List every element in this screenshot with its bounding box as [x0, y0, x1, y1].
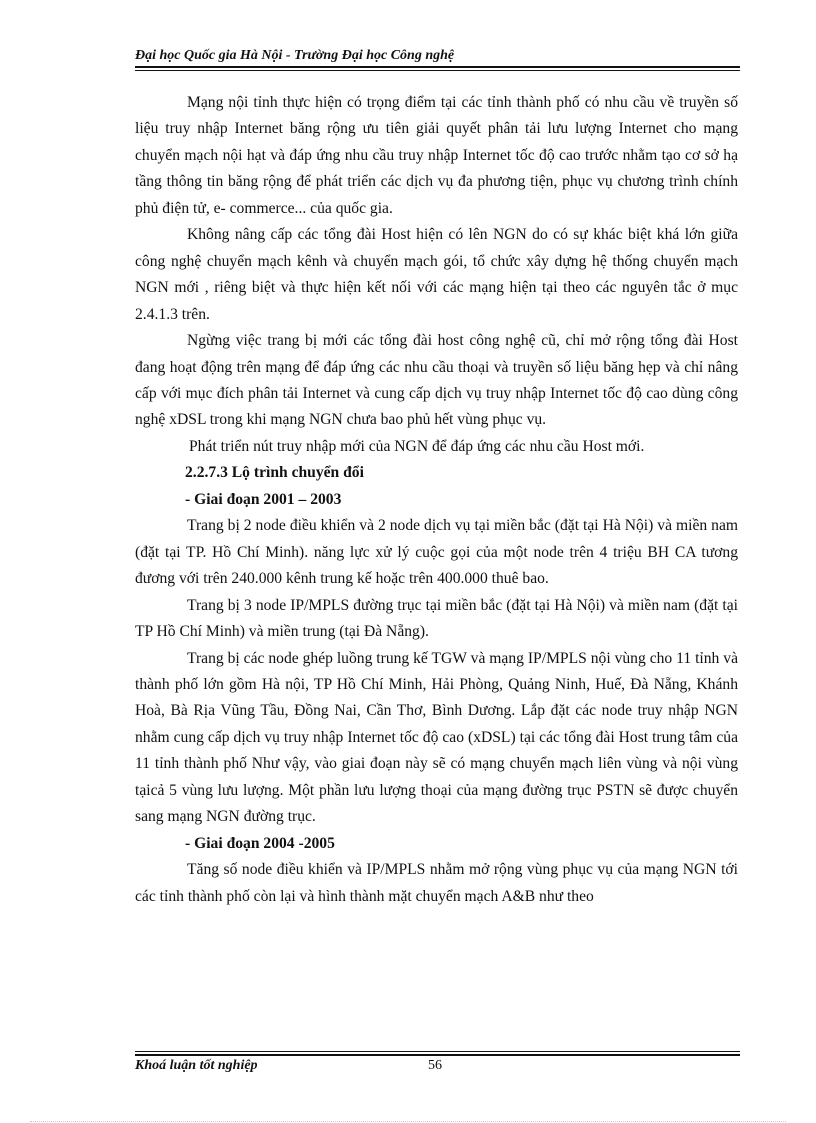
footer-rule-thin: [135, 1051, 740, 1052]
paragraph: Trang bị 2 node điều khiển và 2 node dịch vụ tại miền bắc (đặt tại Hà Nội) và miền nam (đặt tại TP. Hồ Chí Minh). năng lực xử lý cuộc gọi của một node trên 4 triệu BH CA tương đương với trên 240.000 kênh trung kế hoặc trên 400.000 thuê bao.: [135, 517, 738, 588]
paragraph: Không nâng cấp các tổng đài Host hiện có lên NGN do có sự khác biệt khá lớn giữa công nghệ chuyển mạch kênh và chuyển mạch gói, tổ chức xây dựng hệ thống chuyển mạch NGN mới , riêng biệt và thực hiện kết nối với các mạng hiện tại theo các nguyên tắc ở mục 2.4.1.3 trên.: [135, 226, 738, 323]
page-number: 56: [428, 1058, 442, 1073]
header-rule-thin: [135, 70, 740, 71]
section-heading: 2.2.7.3 Lộ trình chuyển đổi: [185, 464, 364, 482]
subsection-heading: - Giai đoạn 2001 – 2003: [185, 490, 342, 508]
paragraph: Trang bị các node ghép luồng trung kế TGW và mạng IP/MPLS nội vùng cho 11 tỉnh và thành phố lớn gồm Hà nội, TP Hồ Chí Minh, Hải Phòng, Quảng Ninh, Huế, Đà Nẵng, Khánh Hoà, Bà Rịa Vũng Tầu, Đồng Nai, Cần Thơ, Bình Dương. Lắp đặt các node truy nhập NGN nhằm cung cấp dịch vụ truy nhập Internet tốc độ cao (xDSL) tại các tổng đài Host trung tâm của 11 tỉnh thành phố Như vậy, vào giai đoạn này sẽ có mạng chuyển mạch liên vùng và nội vùng tạicả 5 vùng lưu lượng. Một phần lưu lượng thoại của mạng đường trục PSTN sẽ được chuyển sang mạng NGN đường trục.: [135, 649, 738, 826]
paragraph: Tăng số node điều khiển và IP/MPLS nhằm mở rộng vùng phục vụ của mạng NGN tới các tỉnh thành phố còn lại và hình thành mặt chuyển mạch A&B như theo: [135, 861, 738, 905]
page-header-title: Đại học Quốc gia Hà Nội - Trường Đại học Công nghệ: [135, 48, 455, 63]
paragraph: Ngừng việc trang bị mới các tổng đài host công nghệ cũ, chỉ mở rộng tổng đài Host đang hoạt động trên mạng để đáp ứng các nhu cầu thoại và truyền số liệu băng hẹp và chỉ nâng cấp với mục đích phân tải Internet và cung cấp dịch vụ truy nhập Internet tốc độ cao dùng công nghệ xDSL trong khi mạng NGN chưa bao phủ hết vùng phục vụ.: [135, 332, 738, 429]
body-text: [135, 90, 738, 910]
header-rule-thick: [135, 66, 740, 68]
paragraph: Trang bị 3 node IP/MPLS đường trục tại miền bắc (đặt tại Hà Nội) và miền nam (đặt tại TP Hồ Chí Minh) và miền trung (tại Đà Nẵng).: [135, 596, 738, 641]
footer-rule-thick: [135, 1054, 740, 1056]
footer-label: Khoá luận tốt nghiệp: [135, 1058, 258, 1073]
page-edge-divider: [30, 1121, 786, 1122]
paragraph: Phát triển nút truy nhập mới của NGN để đáp ứng các nhu cầu Host mới.: [189, 437, 645, 455]
paragraph: Mạng nội tỉnh thực hiện có trọng điểm tại các tỉnh thành phố có nhu cầu về truyền số liệu truy nhập Internet băng rộng ưu tiên giải quyết phân tải lưu lượng Internet cho mạng chuyển mạch nội hạt và đáp ứng nhu cầu truy nhập Internet tốc độ cao trước nhằm tạo cơ sở hạ tầng thông tin băng rộng để phát triển các dịch vụ đa phương tiện, phục vụ chương trình chính phủ điện tử, e- commerce... của quốc gia.: [135, 94, 738, 217]
subsection-heading: - Giai đoạn 2004 -2005: [185, 834, 335, 852]
